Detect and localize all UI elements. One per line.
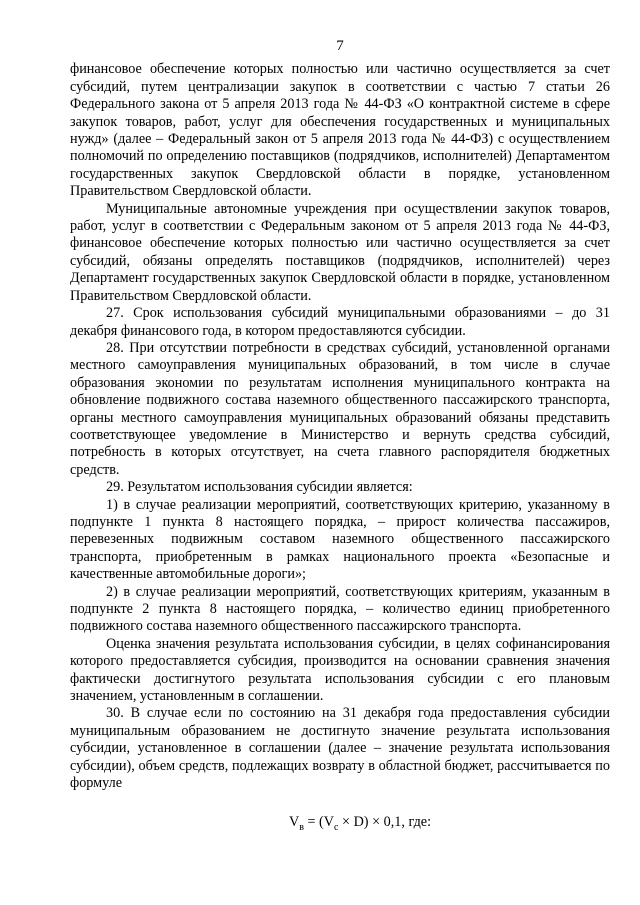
document-body (70, 61, 610, 792)
document-page (70, 38, 610, 832)
paragraph-27: 27. Срок использования субсидий муниципальными образованиями – до 31 декабря финансового года, в котором предоставляются субсидии. (70, 305, 610, 339)
paragraph-30: 30. В случае если по состоянию на 31 декабря года предоставления субсидии муниципальным образованием не достигнуто значение результата использования субсидии, установленное в соглашении (далее – значение результата использования субсидии), объем средств, подлежащих возврату в областной бюджет, рассчитывается по формуле (70, 705, 610, 792)
formula-rest: × D) × 0,1, где: (338, 814, 432, 831)
page-number: 7 (336, 38, 344, 54)
paragraph-29-1: 1) в случае реализации мероприятий, соответствующих критерию, указанному в подпункте 1 пункта 8 настоящего порядка, – прирост количества пассажиров, перевезенных подвижным составом наземного общественного пассажирского транспорта, приобретенным в рамках национального проекта «Безопасные и качественные автомобильные дороги»; (70, 496, 610, 583)
formula-vc-subscript: с (334, 822, 339, 834)
formula-v-subscript: в (299, 822, 304, 834)
paragraph-continuation: финансовое обеспечение которых полностью или частично осуществляется за счет субсидий, путем централизации закупок в соответствии с частью 7 статьи 26 Федерального закона от 5 апреля 2013 года № 44-ФЗ «О контрактной системе в сфере закупок товаров, работ, услуг для обеспечения государственных и муниципальных нужд» (далее – Федеральный закон от 5 апреля 2013 года № 44-ФЗ) с осуществлением полномочий по определению поставщиков (подрядчиков, исполнителей) Департаментом государственных закупок Свердловской области в порядке, установленном Правительством Свердловской области. (70, 61, 610, 200)
formula (70, 814, 610, 834)
paragraph-evaluation: Оценка значения результата использования субсидии, в целях софинансирования которого предоставляется субсидия, производится на основании сравнения значения фактически достигнутого результата использования субсидии с его плановым значением, установленным в соглашении. (70, 635, 610, 705)
paragraph-28: 28. При отсутствии потребности в средствах субсидий, установленной органами местного самоуправления муниципальных образований, в том числе в случае образования экономии по результатам исполнения муниципального контракта на обновление подвижного состава наземного общественного пассажирского транспорта, органы местного самоуправления муниципальных образований обязаны представить соответствующее уведомление в Министерство и вернуть средства субсидий, потребность в которых отсутствует, на счета главного распорядителя бюджетных средств. (70, 339, 610, 478)
paragraph-29-2: 2) в случае реализации мероприятий, соответствующих критериям, указанным в подпункте 2 пункта 8 настоящего порядка, – количество единиц приобретенного подвижного состава наземного общественного пассажирского транспорта. (70, 583, 610, 635)
paragraph-29: 29. Результатом использования субсидии является: (106, 479, 413, 496)
formula-open: = (V (303, 814, 335, 831)
formula-v: V (288, 814, 300, 831)
paragraph-autonomous: Муниципальные автономные учреждения при осуществлении закупок товаров, работ, услуг в соответствии с Федеральным законом от 5 апреля 2013 года № 44-ФЗ, финансовое обеспечение которых полностью или частично осуществляется за счет субсидий, обязаны определять поставщиков (подрядчиков, исполнителей) через Департамент государственных закупок Свердловской области в порядке, установленном Правительством Свердловской области. (70, 200, 610, 304)
